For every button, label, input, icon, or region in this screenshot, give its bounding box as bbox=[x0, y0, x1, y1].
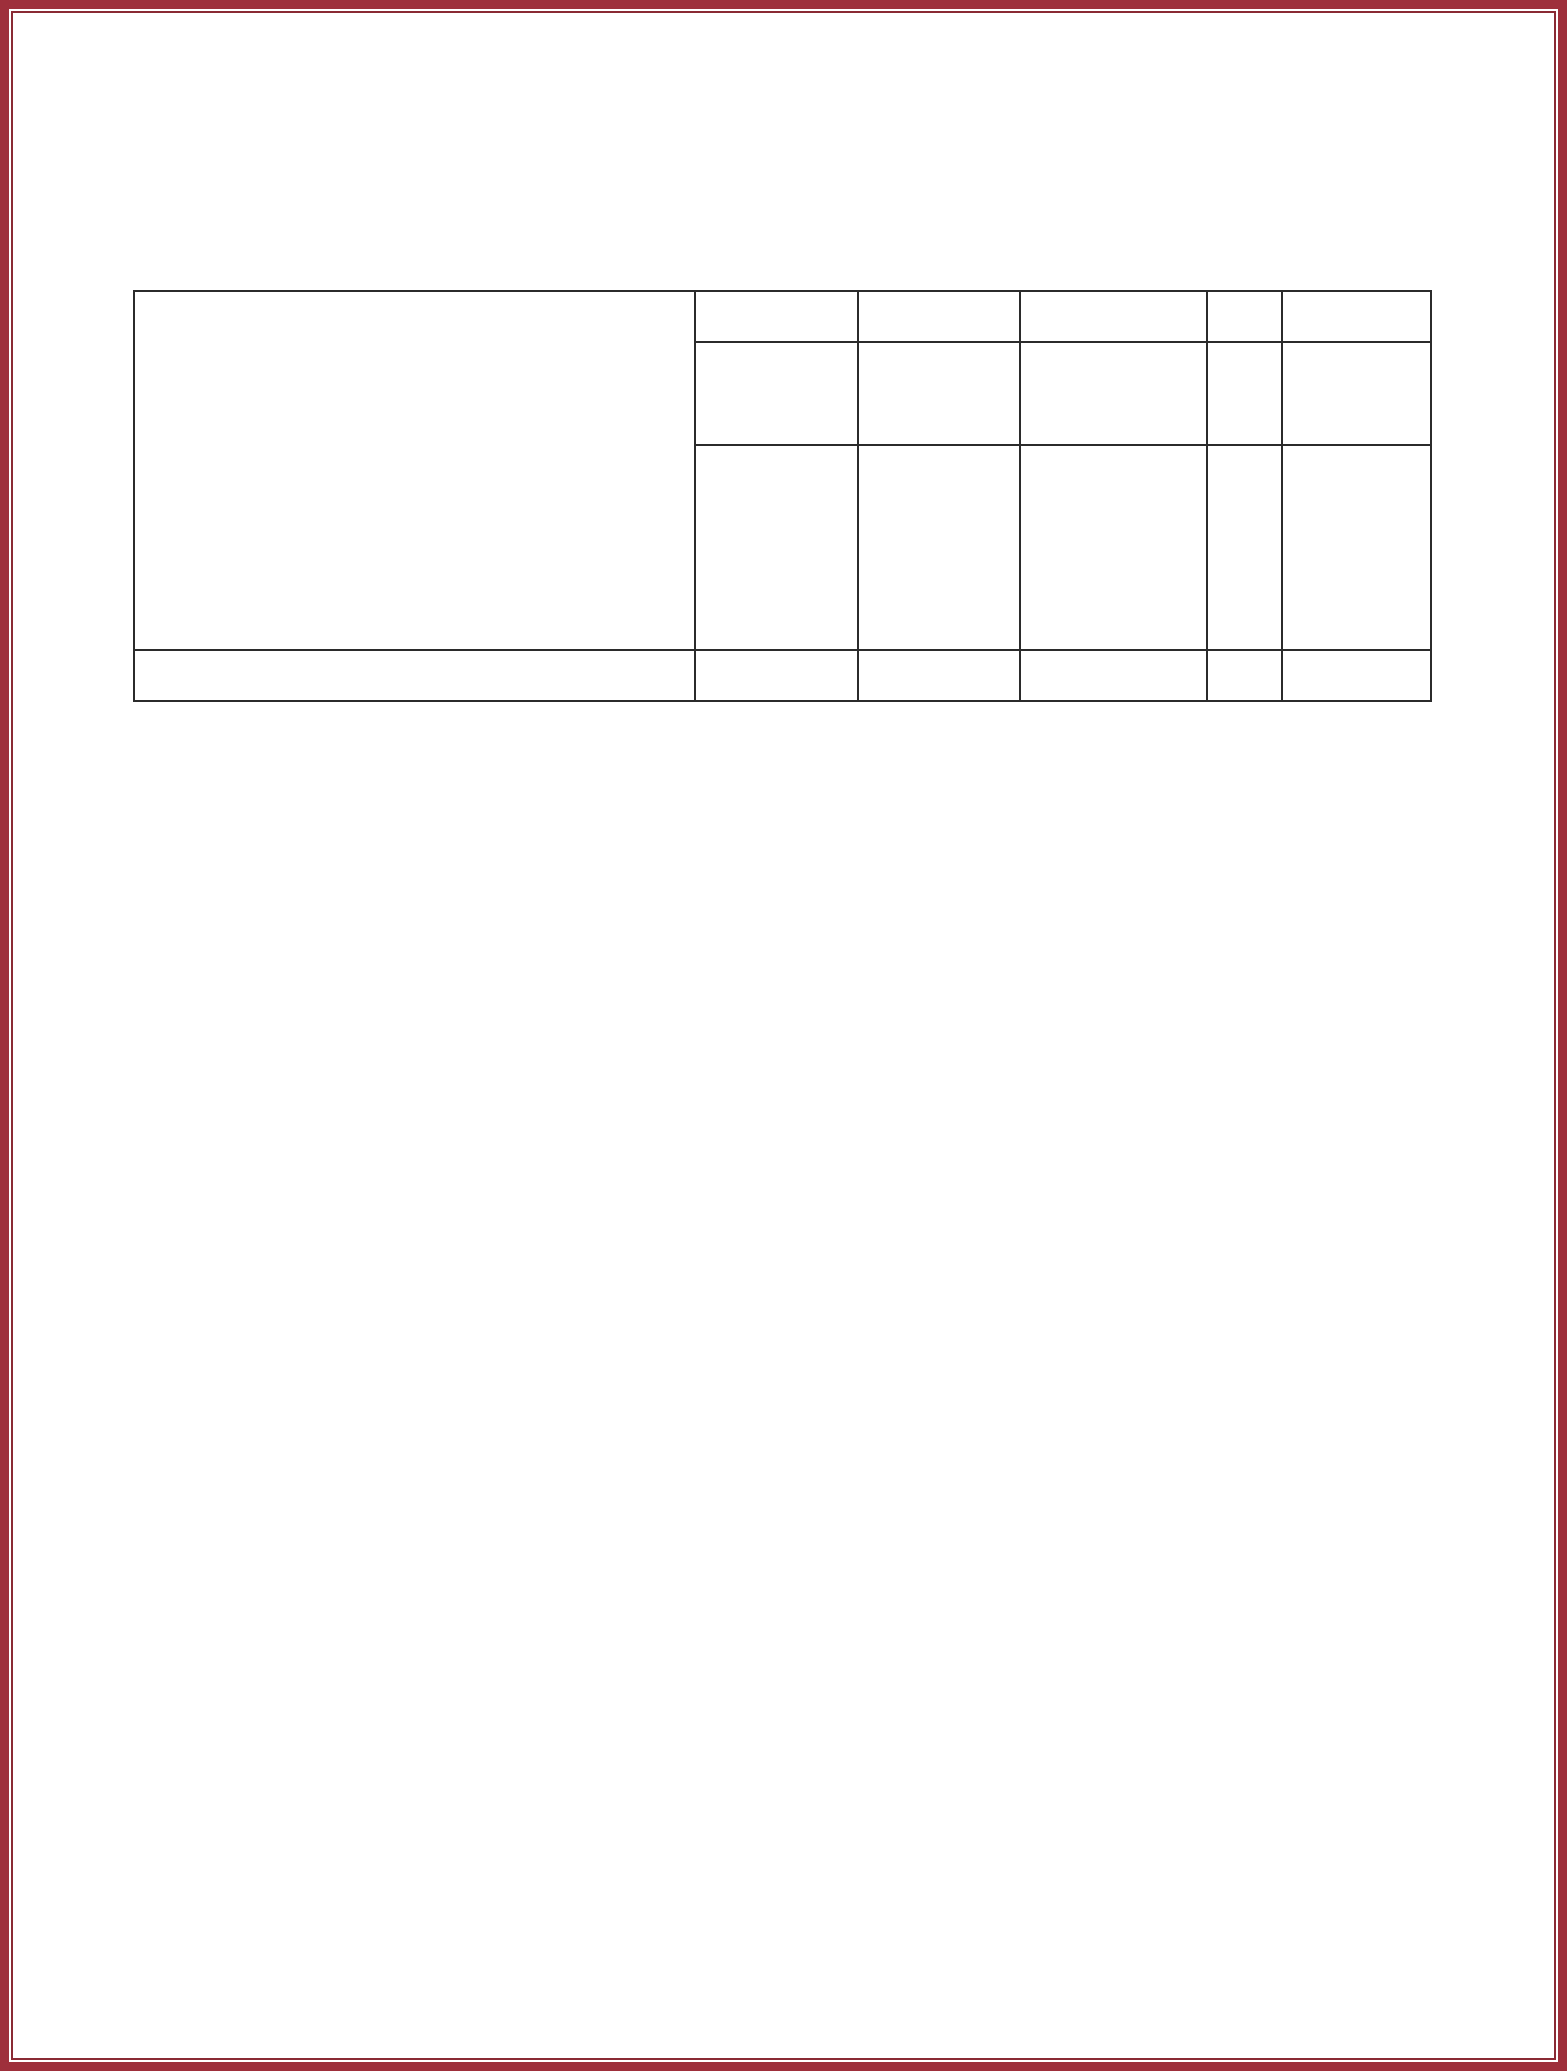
column-divider bbox=[1019, 290, 1021, 702]
column-divider bbox=[1281, 290, 1283, 702]
table-border-top bbox=[133, 290, 1432, 292]
table-border-left bbox=[133, 290, 135, 702]
column-divider bbox=[1206, 290, 1208, 702]
adjustment-of-profit-table bbox=[133, 290, 1432, 702]
table-border-right bbox=[1430, 290, 1432, 702]
row-divider bbox=[694, 444, 1432, 446]
table-border-bottom bbox=[133, 700, 1432, 702]
row-divider bbox=[694, 341, 1432, 343]
row-divider bbox=[133, 649, 1432, 651]
column-divider bbox=[694, 290, 696, 702]
column-divider bbox=[857, 290, 859, 702]
